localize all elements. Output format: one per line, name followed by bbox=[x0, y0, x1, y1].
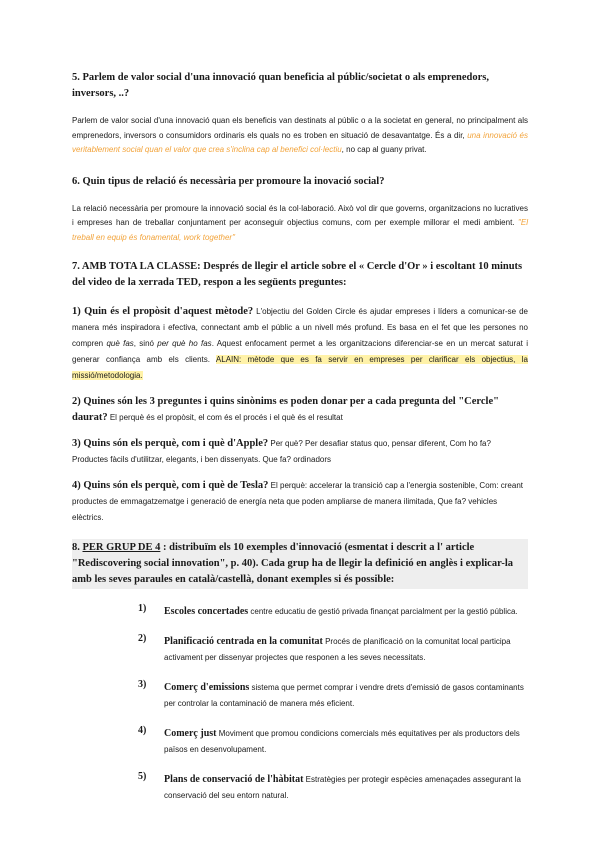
question-1-answer-c: . Aquest enfocament permet a les organitzacions diferenciar-se en un mercat saturat i generar confiança amb els clients. bbox=[72, 339, 528, 364]
section-5-body bbox=[72, 114, 528, 158]
question-2 bbox=[72, 393, 528, 425]
list-item-description: Moviment que promou condicions comercials més equitatives per als productors dels països en desenvolupament. bbox=[164, 729, 520, 754]
question-4-answer: El perquè: accelerar la transició cap a l'energia sostenible, Com: creant productes de emmagatzematge i generació de energía neta que poden ampliarse de manera ilimitada, Que fa? vehicles elèctrics. bbox=[72, 481, 523, 522]
list-item bbox=[72, 771, 528, 803]
section-8-heading-text: : distribuïm els 10 exemples d'innovació (esmentat i descrit a l' article "Rediscovering social innovation", p. 40). Cada grup ha de llegir la definició en anglès i explicar-la amb les seves paraules en català/castellà, donant exemples si és possible: bbox=[72, 542, 513, 585]
section-5-text: Parlem de valor social d'una innovació quan els beneficis van destinats al públic o a la societat en general, no principalment als emprenedors, inversors o consumidors ordinaris els quals no es troben en situació de desavantatge. És a dir, bbox=[72, 116, 528, 140]
question-2-answer: El perquè és el propòsit, el com és el procés i el què és el resultat bbox=[107, 413, 343, 422]
section-6-heading: 6. Quin tipus de relació és necessària per promoure la inovació social? bbox=[72, 175, 385, 187]
question-3-answer: Per què? Per desafiar status quo, pensar diferent, Com ho fa? Productes fàcils d'utilitzar, elegants, i ben dissenyats. Que fa? ordinadors bbox=[72, 439, 491, 464]
question-4 bbox=[72, 477, 528, 525]
question-1-italic-2: per què ho fas bbox=[157, 339, 212, 348]
section-5-text-end: , no cap al guany privat. bbox=[341, 145, 427, 154]
question-4-title: 4) Quins són els perquè, com i què de Tesla? bbox=[72, 480, 269, 491]
question-1-italic-1: què fas bbox=[106, 339, 134, 348]
section-8-group-label: PER GRUP DE 4 bbox=[82, 542, 161, 553]
list-item-description: centre educatiu de gestió privada finançat parcialment per la gestió pública. bbox=[248, 607, 518, 616]
question-1-answer-b: , sinó bbox=[133, 339, 158, 348]
section-6-text: La relació necessària per promoure la innovació social és la col·laboració. Això vol dir que governs, organitzacions no lucratives i empreses han de treballar conjuntament per aconseguir objectius comuns, com per exemple millorar el medi ambient. bbox=[72, 203, 528, 227]
section-5-highlight: una innovació és veritablement social quan el valor que crea s'inclina cap al benefici col·lectiu bbox=[72, 130, 528, 154]
list-item-title: Planificació centrada en la comunitat bbox=[164, 636, 323, 647]
list-item-title: Escoles concertades bbox=[164, 606, 249, 617]
list-item-description: Estratègies per protegir espècies amenaçades assegurant la conservació del seu entorn natural. bbox=[164, 775, 521, 800]
list-item-number: 4) bbox=[138, 725, 147, 736]
innovation-list bbox=[72, 603, 528, 803]
list-item-title: Plans de conservació de l'hàbitat bbox=[164, 774, 304, 785]
section-6-body bbox=[72, 202, 528, 246]
question-1-answer: L'objectiu del Golden Circle és ajudar empreses i líders a comunicar-se de manera més inspiradora i efectiva, connectant amb el públic a un nivell més profund. Es basa en el fet que les persones no compren bbox=[72, 307, 528, 348]
question-1-highlight: ALAIN: mètode que es fa servir en empreses per clarificar els objectius, la missió/metodologia. bbox=[72, 355, 528, 380]
list-item-title: Comerç just bbox=[164, 728, 217, 739]
question-1 bbox=[72, 303, 528, 383]
list-item bbox=[72, 725, 528, 757]
section-8-heading bbox=[72, 539, 528, 589]
list-item bbox=[72, 603, 528, 619]
section-7-heading: 7. AMB TOTA LA CLASSE: Després de llegir el article sobre el « Cercle d'Or » i escoltant 10 minuts del video de la xerrada TED, respon a les següents preguntes: bbox=[72, 261, 523, 288]
list-item-title: Comerç d'emissions bbox=[164, 682, 250, 693]
list-item-number: 1) bbox=[138, 603, 147, 614]
list-item-description: Procés de planificació on la comunitat local participa activament per dissenyar projectes que responen a les seves necessitats. bbox=[164, 637, 511, 662]
question-1-title: 1) Quin és el propòsit d'aquest mètode? bbox=[72, 306, 254, 317]
list-item-description: sistema que permet comprar i vendre drets d'emissió de gasos contaminants per controlar la contaminació de manera més eficient. bbox=[164, 683, 524, 708]
question-3-title: 3) Quins són els perquè, com i què d'Apple? bbox=[72, 438, 269, 449]
question-2-title: 2) Quines són les 3 preguntes i quins sinònims es poden donar per a cada pregunta del "Cercle" daurat? bbox=[72, 396, 499, 423]
section-8-number: 8. bbox=[72, 542, 83, 553]
list-item-number: 5) bbox=[138, 771, 147, 782]
question-3 bbox=[72, 435, 528, 467]
list-item-number: 2) bbox=[138, 633, 147, 644]
list-item-number: 3) bbox=[138, 679, 147, 690]
list-item bbox=[72, 633, 528, 665]
list-item bbox=[72, 679, 528, 711]
section-5-heading: 5. Parlem de valor social d'una innovació quan beneficia al públic/societat o als emprenedors, inversors, ..? bbox=[72, 72, 489, 99]
section-6-highlight: "El treball en equip és fonamental, work together" bbox=[72, 218, 528, 242]
